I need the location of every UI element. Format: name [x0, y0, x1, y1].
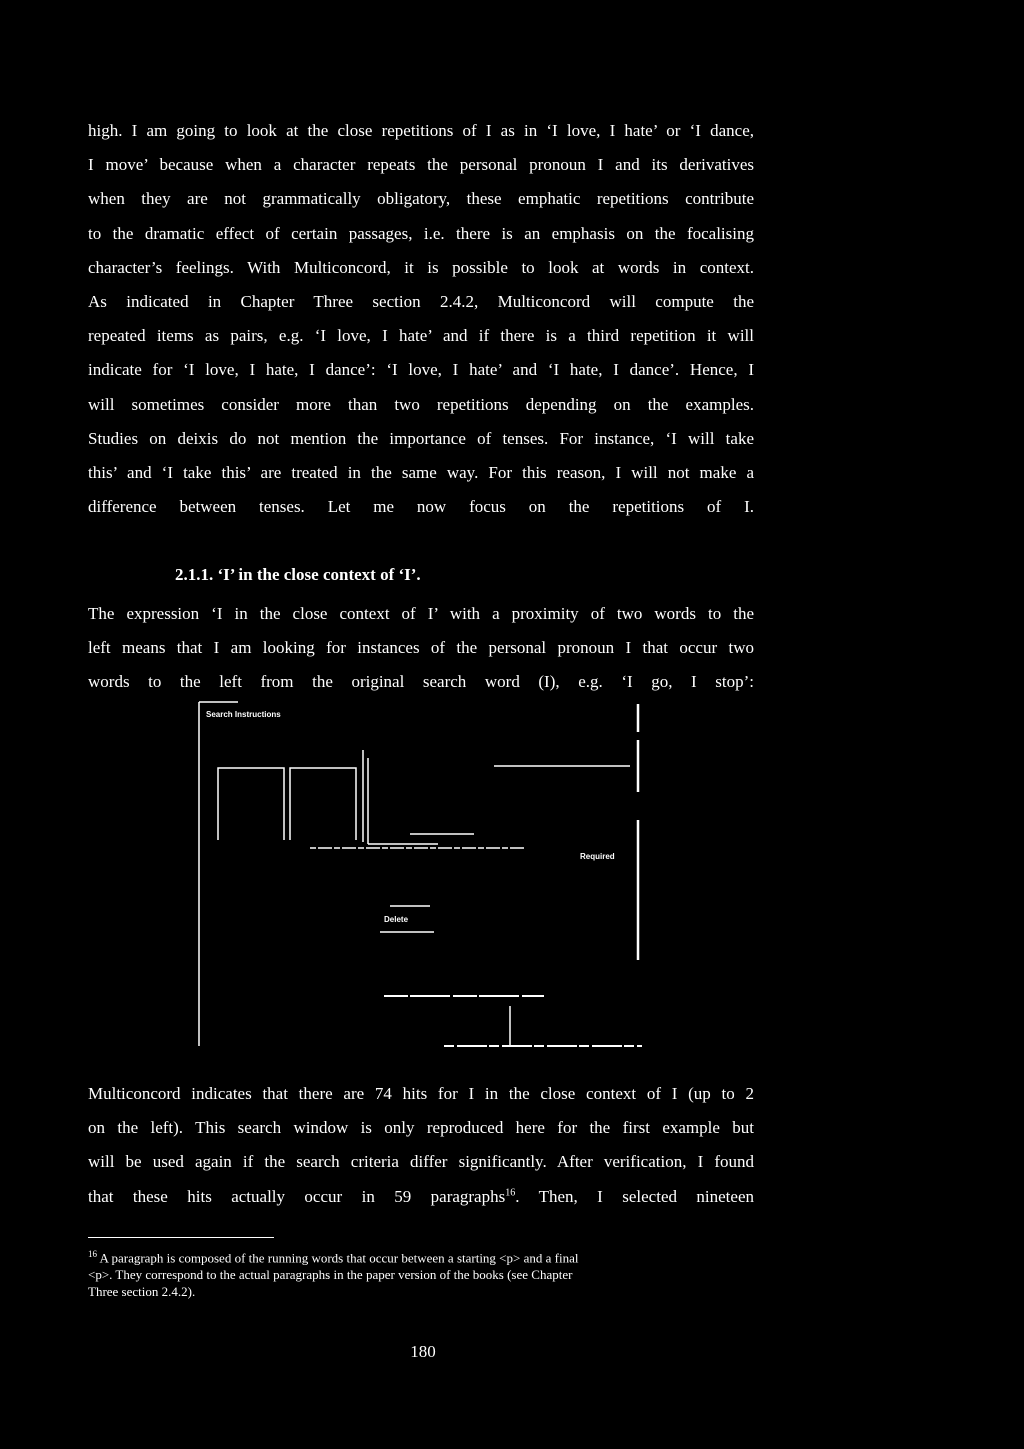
text-line: Studies on deixis do not mention the importance of tenses. For instance, ‘I will take — [88, 428, 754, 448]
section-heading: 2.1.1. ‘I’ in the close context of ‘I’. — [175, 565, 421, 584]
text-line: on the left). This search window is only reproduced here for the first example but — [88, 1118, 754, 1138]
text-line: The expression ‘I in the close context of I’ with a proximity of two words to the — [88, 604, 754, 623]
paragraph-2 — [88, 597, 754, 700]
footnote-marker: 16 — [88, 1249, 97, 1259]
footnote — [88, 1246, 738, 1300]
paragraph-1 — [88, 114, 754, 524]
text-line: high. I am going to look at the close repetitions of I as in ‘I love, I hate’ or ‘I dance, — [88, 121, 754, 140]
footnote-separator — [88, 1237, 274, 1238]
footnote-line: <p>. They correspond to the actual paragraphs in the paper version of the books (see Chapter — [88, 1267, 573, 1283]
page-number: 180 — [410, 1342, 436, 1361]
field-box-2 — [290, 768, 356, 840]
footnote-text: A paragraph is composed of the running words that occur between a starting <p> and a final — [99, 1250, 579, 1266]
text-line: repeated items as pairs, e.g. ‘I love, I hate’ and if there is a third repetition it will — [88, 326, 754, 346]
text-line: character’s feelings. With Multiconcord, it is possible to look at words in context. — [88, 257, 754, 277]
delete-label: Delete — [384, 915, 409, 924]
field-box-1 — [218, 768, 284, 840]
text-line: left means that I am looking for instances of the personal pronoun I that occur two — [88, 638, 754, 658]
text-line: words to the left from the original search word (I), e.g. ‘I go, I stop’: — [88, 672, 754, 692]
text-fragment: . Then, I selected nineteen — [515, 1186, 754, 1206]
required-label: Required — [580, 852, 615, 861]
paragraph-3 — [88, 1077, 754, 1214]
search-window-sketch — [198, 700, 642, 1050]
text-line: will be used again if the search criteria differ significantly. After verification, I found — [88, 1152, 754, 1172]
text-line-with-footnote-ref — [88, 1180, 754, 1214]
search-window-figure — [198, 700, 642, 1050]
text-line: difference between tenses. Let me now focus on the repetitions of I. — [88, 497, 754, 517]
text-line: I move’ because when a character repeats the personal pronoun I and its derivatives — [88, 155, 754, 175]
text-line: will sometimes consider more than two repetitions depending on the examples. — [88, 394, 754, 414]
text-line: to the dramatic effect of certain passages, i.e. there is an emphasis on the focalising — [88, 223, 754, 243]
footnote-line — [88, 1246, 738, 1266]
text-line: when they are not grammatically obligatory, these emphatic repetitions contribute — [88, 189, 754, 209]
text-line: this’ and ‘I take this’ are treated in the same way. For this reason, I will not make a — [88, 463, 754, 483]
footnote-reference[interactable]: 16 — [505, 1186, 516, 1198]
text-line: Multiconcord indicates that there are 74 hits for I in the close context of I (up to 2 — [88, 1084, 754, 1103]
text-fragment: that these hits actually occur in 59 paragraphs — [88, 1186, 506, 1206]
text-line: As indicated in Chapter Three section 2.4.2, Multiconcord will compute the — [88, 292, 754, 312]
search-instructions-label: Search Instructions — [206, 710, 281, 719]
footnote-line: Three section 2.4.2). — [88, 1284, 196, 1300]
text-line: indicate for ‘I love, I hate, I dance’: ‘I love, I hate’ and ‘I hate, I dance’. Hence, I — [88, 360, 754, 380]
